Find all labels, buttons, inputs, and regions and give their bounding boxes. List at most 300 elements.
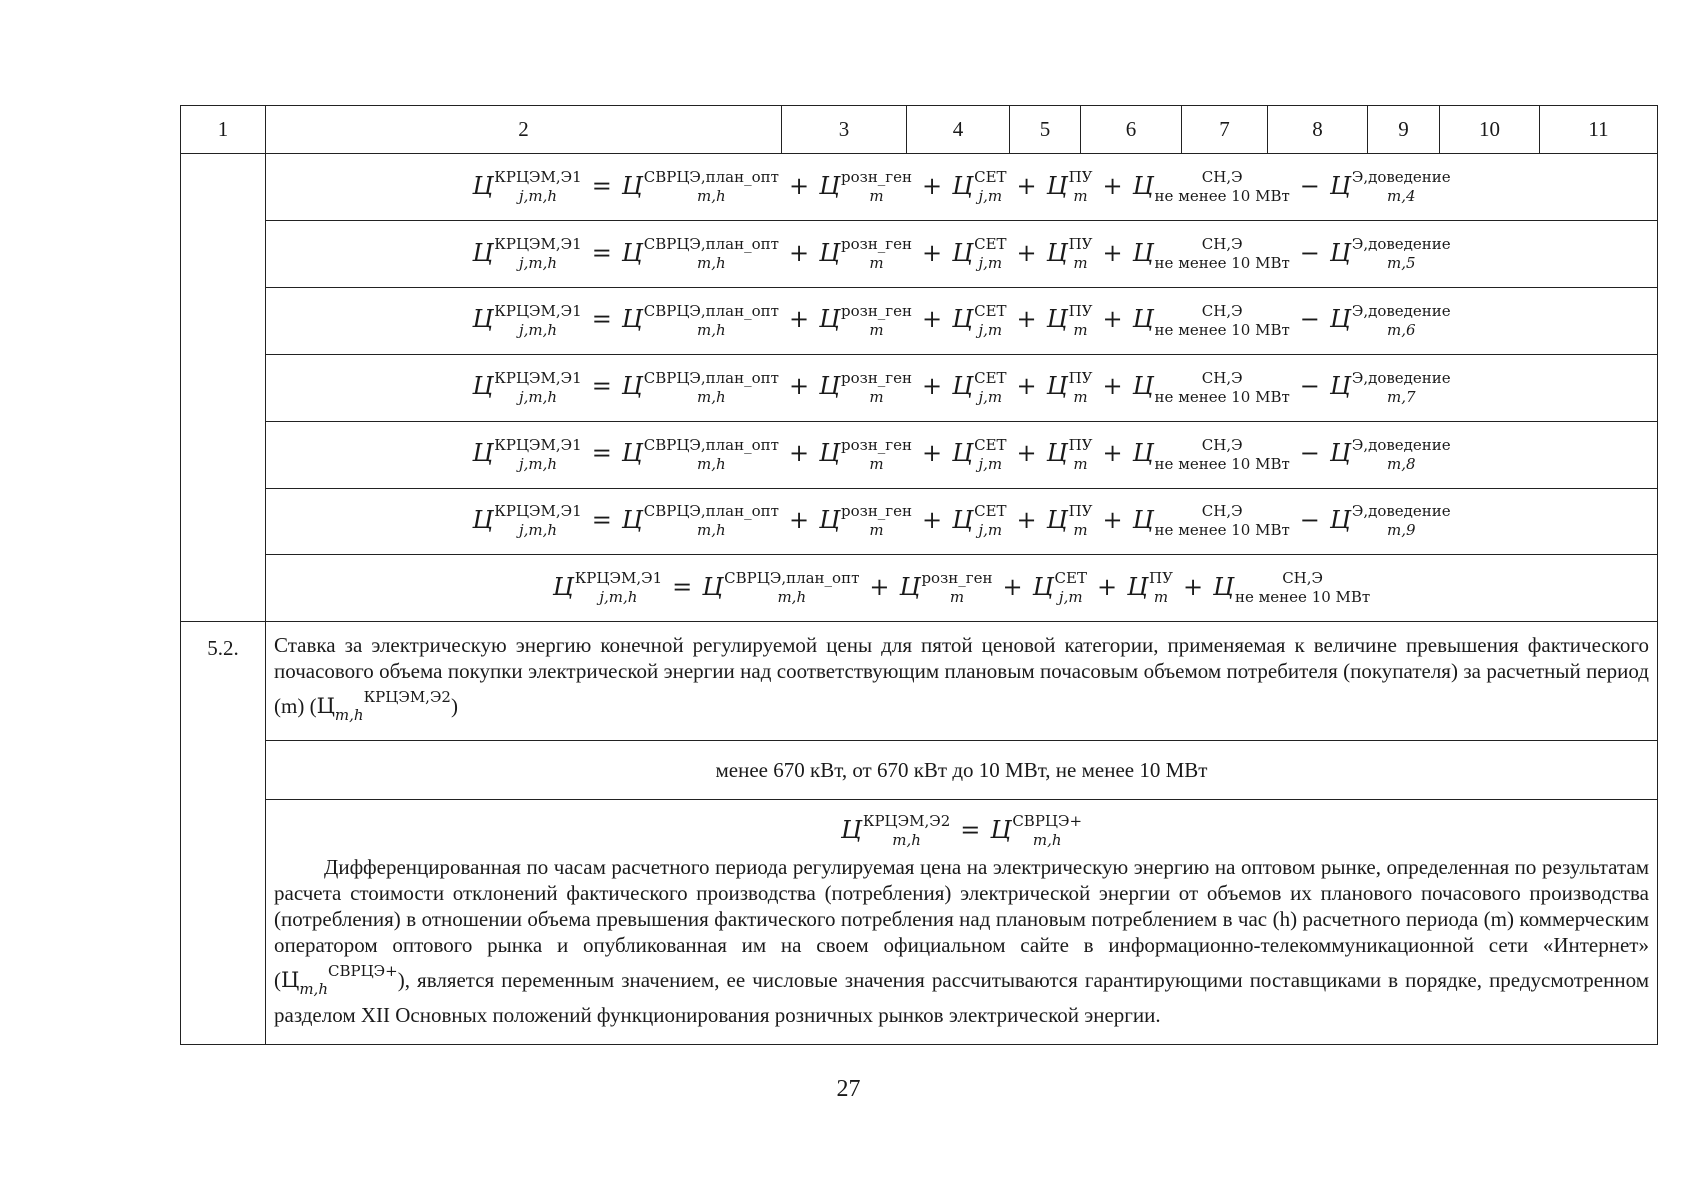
symbol-indices	[1149, 571, 1173, 605]
symbol-superscript: СВРЦЭ,план_опт	[643, 502, 779, 521]
symbol-base: Ц	[952, 372, 974, 401]
symbol-superscript: розн_ген	[841, 368, 913, 387]
operator: +	[788, 439, 810, 468]
ranges-row	[181, 741, 1658, 800]
symbol-subscript: j,m,h	[518, 187, 558, 206]
symbol-indices	[494, 504, 581, 538]
formula-expression	[472, 504, 1450, 538]
column-header: 2	[266, 106, 782, 154]
formula-row	[181, 421, 1658, 488]
symbol-indices	[1012, 814, 1082, 848]
price-symbol	[1046, 168, 1093, 206]
price-symbol	[952, 502, 1007, 540]
price-symbol	[552, 569, 663, 607]
symbol-superscript: Э,доведение	[1351, 168, 1451, 187]
symbol-indices	[974, 435, 1007, 473]
symbol-superscript: розн_ген	[841, 168, 913, 187]
inline-symbol	[281, 962, 398, 999]
symbol-base: Ц	[1132, 372, 1154, 401]
symbol-subscript: m,7	[1386, 387, 1416, 406]
definition-text	[274, 854, 1649, 1028]
tariff-table	[180, 105, 1658, 1045]
symbol-base: Ц	[1329, 238, 1351, 267]
symbol-indices	[974, 237, 1006, 271]
symbol-superscript: Э,доведение	[1351, 301, 1451, 320]
formula-expression	[841, 814, 1082, 848]
column-header: 9	[1368, 106, 1440, 154]
price-symbol	[819, 235, 913, 273]
price-symbol	[1046, 368, 1093, 406]
symbol-subscript: j,m,h	[518, 454, 558, 473]
symbol-indices	[1352, 170, 1451, 204]
symbol-indices	[1352, 504, 1451, 538]
formula-expression	[472, 170, 1450, 204]
formula-expression	[472, 301, 1451, 339]
operator: −	[1299, 505, 1320, 534]
symbol-indices	[841, 301, 913, 339]
operator: +	[788, 505, 810, 534]
symbol-indices	[1351, 368, 1451, 406]
row-number-cell	[181, 154, 266, 622]
symbol-superscript: СЕТ	[974, 235, 1007, 254]
symbol-superscript: розн_ген	[841, 301, 913, 320]
symbol-indices	[1055, 571, 1087, 605]
symbol-superscript: СВРЦЭ+	[327, 962, 398, 981]
symbol-subscript: m,8	[1386, 454, 1416, 473]
symbol-superscript: СН,Э	[1282, 569, 1324, 588]
symbol-base: Ц	[952, 505, 974, 534]
operator: +	[1016, 171, 1037, 200]
symbol-subscript: m,5	[1386, 254, 1416, 273]
operator: +	[1102, 505, 1123, 534]
price-symbol	[952, 235, 1007, 273]
operator: +	[922, 372, 943, 401]
symbol-base: Ц	[1132, 305, 1154, 334]
operator: =	[960, 815, 981, 844]
symbol-superscript: розн_ген	[921, 569, 993, 588]
symbol-indices	[1352, 237, 1451, 271]
price-symbol	[472, 168, 582, 206]
symbol-subscript: m	[869, 254, 884, 273]
symbol-superscript: КРЦЭМ,Э1	[494, 235, 582, 254]
symbol-superscript: ПУ	[1149, 569, 1173, 588]
page-number: 27	[836, 1076, 861, 1102]
formula-row	[181, 555, 1658, 622]
formula-row	[181, 488, 1658, 555]
price-symbol	[1132, 435, 1290, 473]
symbol-superscript: СВРЦЭ,план_опт	[643, 168, 779, 187]
symbol-superscript: КРЦЭМ,Э1	[494, 502, 582, 521]
symbol-base: Ц	[1132, 238, 1154, 267]
symbol-base: Ц	[1127, 572, 1149, 601]
symbol-superscript: ПУ	[1068, 301, 1093, 320]
symbol-base: Ц	[472, 171, 494, 200]
symbol-indices	[1068, 368, 1093, 406]
operator: −	[1299, 372, 1320, 401]
column-header: 7	[1182, 106, 1268, 154]
symbol-indices	[494, 435, 582, 473]
price-symbol	[1046, 235, 1093, 273]
definition-part1: Дифференцированная по часам расчетного периода регулируемая цена на электрическую энергию на оптовом рынке, определенная по результатам расчета стоимости отклонений фактического производства (потребления) электрической энергии от объемов их планового почасового производства (потребления) в отношении объема превышения фактического потребления над плановым потреблением в час (h) расчетного периода (m) коммерческим оператором оптового рынка и опубликованная им на своем официальном сайте в информационно-телекоммуникационной сети «Интернет» (	[274, 855, 1649, 993]
symbol-superscript: СН,Э	[1201, 435, 1243, 454]
operator: +	[1102, 238, 1123, 267]
symbol-subscript: m,h	[697, 320, 726, 339]
symbol-indices	[1155, 237, 1290, 271]
formula-row	[181, 354, 1658, 421]
symbol-superscript: КРЦЭМ,Э1	[494, 301, 582, 320]
symbol-indices	[841, 435, 913, 473]
symbol-base: Ц	[702, 572, 724, 601]
symbol-base: Ц	[472, 505, 494, 534]
symbol-base: Ц	[621, 171, 643, 200]
symbol-base: Ц	[472, 238, 494, 267]
price-symbol	[1032, 569, 1087, 607]
definition-row	[181, 800, 1658, 1045]
symbol-subscript: j,m	[978, 521, 1003, 540]
symbol-superscript: КРЦЭМ,Э1	[494, 368, 582, 387]
formula-cell	[266, 421, 1658, 488]
formula-cell	[266, 221, 1658, 288]
symbol-indices	[1155, 170, 1290, 204]
price-symbol	[952, 301, 1007, 339]
symbol-superscript: СН,Э	[1201, 368, 1243, 387]
symbol-superscript: ПУ	[1068, 435, 1093, 454]
formula-cell	[266, 154, 1658, 221]
symbol-indices	[974, 368, 1007, 406]
symbol-superscript: розн_ген	[841, 435, 913, 454]
operator: +	[788, 372, 810, 401]
symbol-indices	[1154, 368, 1290, 406]
symbol-base: Ц	[819, 238, 840, 267]
symbol-base: Ц	[1329, 171, 1351, 200]
price-symbol	[1132, 502, 1290, 540]
column-header: 5	[1010, 106, 1081, 154]
operator: =	[591, 171, 612, 200]
operator: +	[1016, 505, 1037, 534]
symbol-base: Ц	[1132, 505, 1154, 534]
ranges-cell: менее 670 кВт, от 670 кВт до 10 МВт, не менее 10 МВт	[266, 741, 1658, 800]
price-symbol	[1329, 368, 1451, 406]
symbol-base: Ц	[1046, 439, 1068, 468]
symbol-subscript: j,m,h	[518, 521, 558, 540]
symbol-superscript: СН,Э	[1201, 502, 1243, 521]
price-symbol	[1213, 569, 1371, 607]
operator: +	[869, 572, 890, 601]
symbol-indices	[1235, 571, 1370, 605]
price-symbol	[1329, 502, 1451, 540]
symbol-subscript: m	[949, 588, 965, 607]
price-symbol	[899, 569, 993, 607]
column-header: 11	[1540, 106, 1658, 154]
symbol-subscript: m,h	[697, 254, 726, 273]
symbol-subscript: j,m	[978, 320, 1003, 339]
symbol-indices	[1068, 435, 1093, 473]
symbol-base: Ц	[1046, 505, 1068, 534]
symbol-subscript: m,h	[697, 387, 726, 406]
symbol-indices	[1069, 170, 1093, 204]
operator: −	[1299, 305, 1320, 334]
symbol-subscript: j,m,h	[518, 320, 558, 339]
price-symbol	[819, 502, 913, 540]
symbol-superscript: СВРЦЭ,план_опт	[643, 301, 779, 320]
symbol-base: Ц	[952, 305, 974, 334]
symbol-subscript: j,m,h	[599, 588, 638, 607]
symbol-indices	[494, 170, 581, 204]
symbol-indices	[494, 237, 581, 271]
formula-row	[181, 154, 1658, 221]
symbol-superscript: ПУ	[1068, 168, 1093, 187]
section-title-text: Ставка за электрическую энергию конечной регулируемой цены для пятой ценовой категории, применяемая к величине превышения фактического почасового объема покупки электрической энергии над соответствующим плановым почасовым объемом потребителя (покупателя) за расчетный период (m) (	[274, 633, 1649, 719]
operator: +	[1096, 572, 1118, 601]
symbol-subscript: не менее 10 МВт	[1154, 187, 1290, 206]
formula-row	[181, 288, 1658, 355]
symbol-subscript: m,h	[777, 588, 807, 607]
symbol-superscript: СВРЦЭ+	[1012, 812, 1083, 831]
price-symbol	[621, 502, 779, 540]
price-symbol	[990, 812, 1083, 850]
formula-cell	[266, 488, 1658, 555]
symbol-base: Ц	[840, 815, 862, 844]
section-title-cell	[266, 622, 1658, 741]
symbol-indices	[1351, 301, 1451, 339]
column-header: 1	[181, 106, 266, 154]
symbol-superscript: СЕТ	[1054, 569, 1087, 588]
symbol-superscript: ПУ	[1068, 502, 1093, 521]
symbol-indices	[643, 368, 779, 406]
symbol-base: Ц	[1046, 305, 1068, 334]
operator: +	[1102, 305, 1123, 334]
price-symbol	[1132, 368, 1290, 406]
column-header: 6	[1081, 106, 1182, 154]
symbol-base: Ц	[621, 238, 643, 267]
symbol-base: Ц	[472, 439, 494, 468]
operator: +	[1102, 372, 1123, 401]
symbol-superscript: СЕТ	[974, 168, 1007, 187]
symbol-subscript: m	[1073, 521, 1088, 540]
symbol-subscript: j,m	[978, 187, 1003, 206]
price-symbol	[952, 368, 1007, 406]
operator: −	[1299, 238, 1320, 267]
formula-expression	[472, 237, 1450, 271]
symbol-base: Ц	[621, 439, 643, 468]
symbol-subscript: m	[869, 320, 884, 339]
symbol-indices	[841, 170, 912, 204]
price-symbol	[1329, 301, 1451, 339]
price-symbol	[1046, 502, 1093, 540]
price-symbol	[472, 435, 582, 473]
closing-paren: )	[450, 694, 458, 719]
symbol-base: Ц	[1329, 505, 1351, 534]
price-symbol	[621, 235, 779, 273]
symbol-base: Ц	[1046, 238, 1068, 267]
symbol-base: Ц	[1132, 439, 1154, 468]
formula-expression	[472, 435, 1451, 473]
symbol-superscript: розн_ген	[841, 235, 913, 254]
price-symbol	[621, 435, 779, 473]
column-header: 4	[907, 106, 1010, 154]
symbol-base: Ц	[952, 238, 974, 267]
symbol-base: Ц	[819, 439, 840, 468]
symbol-base: Ц	[472, 372, 494, 401]
symbol-subscript: не менее 10 МВт	[1154, 320, 1290, 339]
price-symbol	[840, 812, 951, 850]
symbol-superscript: СН,Э	[1201, 301, 1243, 320]
operator: +	[1016, 372, 1037, 401]
operator: −	[1299, 439, 1320, 468]
symbol-indices	[1155, 504, 1290, 538]
price-symbol	[1132, 168, 1290, 206]
symbol-subscript: m	[1073, 254, 1088, 273]
symbol-base: Ц	[1132, 171, 1154, 200]
symbol-base: Ц	[952, 171, 974, 200]
inline-symbol	[316, 688, 451, 725]
symbol-indices	[644, 170, 779, 204]
symbol-indices	[841, 504, 912, 538]
symbol-subscript: не менее 10 МВт	[1154, 254, 1290, 273]
symbol-subscript: m,h	[299, 980, 328, 999]
operator: +	[1016, 439, 1037, 468]
symbol-superscript: СН,Э	[1201, 168, 1243, 187]
symbol-subscript: j,m,h	[518, 254, 558, 273]
operator: +	[1102, 439, 1123, 468]
symbol-subscript: m	[1153, 588, 1169, 607]
symbol-subscript: m	[1073, 454, 1088, 473]
price-symbol	[1127, 569, 1173, 607]
price-symbol	[472, 301, 582, 339]
symbol-subscript: m,h	[697, 187, 726, 206]
price-symbol	[1132, 301, 1290, 339]
symbol-indices	[841, 237, 912, 271]
symbol-indices	[841, 368, 913, 406]
symbol-base: Ц	[1329, 439, 1351, 468]
operator: +	[1016, 305, 1037, 334]
symbol-base: Ц	[621, 305, 643, 334]
price-symbol	[1046, 435, 1093, 473]
symbol-indices	[1154, 435, 1290, 473]
symbol-subscript: m,9	[1386, 521, 1416, 540]
price-symbol	[952, 435, 1007, 473]
symbol-superscript: СЕТ	[974, 301, 1007, 320]
price-symbol	[1329, 168, 1451, 206]
operator: −	[1299, 171, 1320, 200]
symbol-base: Ц	[281, 968, 300, 993]
section-title-row	[181, 622, 1658, 741]
price-symbol	[472, 235, 582, 273]
symbol-indices	[1154, 301, 1290, 339]
price-symbol	[819, 368, 913, 406]
symbol-base: Ц	[819, 372, 840, 401]
formula-row	[181, 221, 1658, 288]
symbol-subscript: m,h	[697, 521, 726, 540]
symbol-indices	[1351, 435, 1451, 473]
section-number: 5.2.	[181, 622, 266, 1045]
symbol-subscript: не менее 10 МВт	[1154, 521, 1290, 540]
symbol-subscript: m,h	[697, 454, 726, 473]
symbol-subscript: m	[1073, 187, 1088, 206]
formula-e2	[274, 814, 1649, 848]
symbol-subscript: m	[869, 187, 884, 206]
symbol-subscript: m	[1073, 387, 1088, 406]
symbol-subscript: m	[869, 454, 884, 473]
symbol-base: Ц	[1046, 372, 1068, 401]
operator: +	[788, 305, 810, 334]
price-symbol	[621, 168, 779, 206]
price-symbol	[1329, 435, 1451, 473]
symbol-indices	[644, 504, 779, 538]
symbol-indices	[974, 170, 1006, 204]
price-symbol	[472, 368, 582, 406]
symbol-subscript: m,h	[892, 831, 921, 850]
operator: +	[922, 238, 943, 267]
symbol-superscript: КРЦЭМ,Э2	[862, 812, 951, 831]
symbol-superscript: Э,доведение	[1351, 235, 1451, 254]
symbol-indices	[921, 571, 992, 605]
operator: +	[922, 505, 943, 534]
symbol-superscript: Э,доведение	[1351, 502, 1451, 521]
symbol-superscript: СВРЦЭ,план_опт	[643, 368, 779, 387]
symbol-superscript: СЕТ	[974, 368, 1007, 387]
symbol-subscript: m	[1073, 320, 1088, 339]
symbol-base: Ц	[819, 171, 840, 200]
symbol-base: Ц	[990, 815, 1012, 844]
symbol-indices	[494, 301, 582, 339]
symbol-indices	[974, 504, 1006, 538]
symbol-indices	[863, 814, 950, 848]
symbol-subscript: m	[869, 387, 884, 406]
price-symbol	[1329, 235, 1451, 273]
symbol-superscript: СЕТ	[974, 435, 1007, 454]
symbol-indices	[643, 301, 779, 339]
operator: =	[591, 238, 612, 267]
price-symbol	[952, 168, 1007, 206]
formula-cell	[266, 288, 1658, 355]
symbol-superscript: СН,Э	[1201, 235, 1243, 254]
operator: +	[1016, 238, 1037, 267]
table-header-row	[181, 106, 1658, 154]
operator: +	[788, 171, 810, 200]
symbol-base: Ц	[1329, 372, 1351, 401]
column-header: 10	[1440, 106, 1540, 154]
formula-expression	[472, 368, 1451, 406]
price-symbol	[472, 502, 582, 540]
operator: =	[672, 572, 693, 601]
symbol-base: Ц	[1213, 572, 1234, 601]
symbol-indices	[724, 571, 859, 605]
symbol-indices	[494, 368, 582, 406]
price-symbol	[621, 368, 779, 406]
definition-cell	[266, 800, 1658, 1045]
symbol-superscript: КРЦЭМ,Э2	[363, 688, 451, 707]
symbol-base: Ц	[1046, 171, 1068, 200]
operator: +	[922, 305, 943, 334]
symbol-base: Ц	[1032, 572, 1054, 601]
operator: =	[591, 305, 612, 334]
symbol-subscript: j,m	[978, 254, 1003, 273]
symbol-subscript: j,m	[978, 454, 1003, 473]
symbol-subscript: j,m	[1058, 588, 1083, 607]
symbol-base: Ц	[819, 505, 840, 534]
symbol-base: Ц	[621, 372, 643, 401]
price-symbol	[819, 168, 913, 206]
symbol-indices	[1069, 237, 1093, 271]
symbol-subscript: m,6	[1386, 320, 1416, 339]
symbol-indices	[1069, 504, 1093, 538]
symbol-base: Ц	[899, 572, 921, 601]
symbol-base: Ц	[472, 305, 494, 334]
column-header: 3	[782, 106, 907, 154]
symbol-superscript: ПУ	[1068, 368, 1093, 387]
operator: +	[922, 171, 943, 200]
